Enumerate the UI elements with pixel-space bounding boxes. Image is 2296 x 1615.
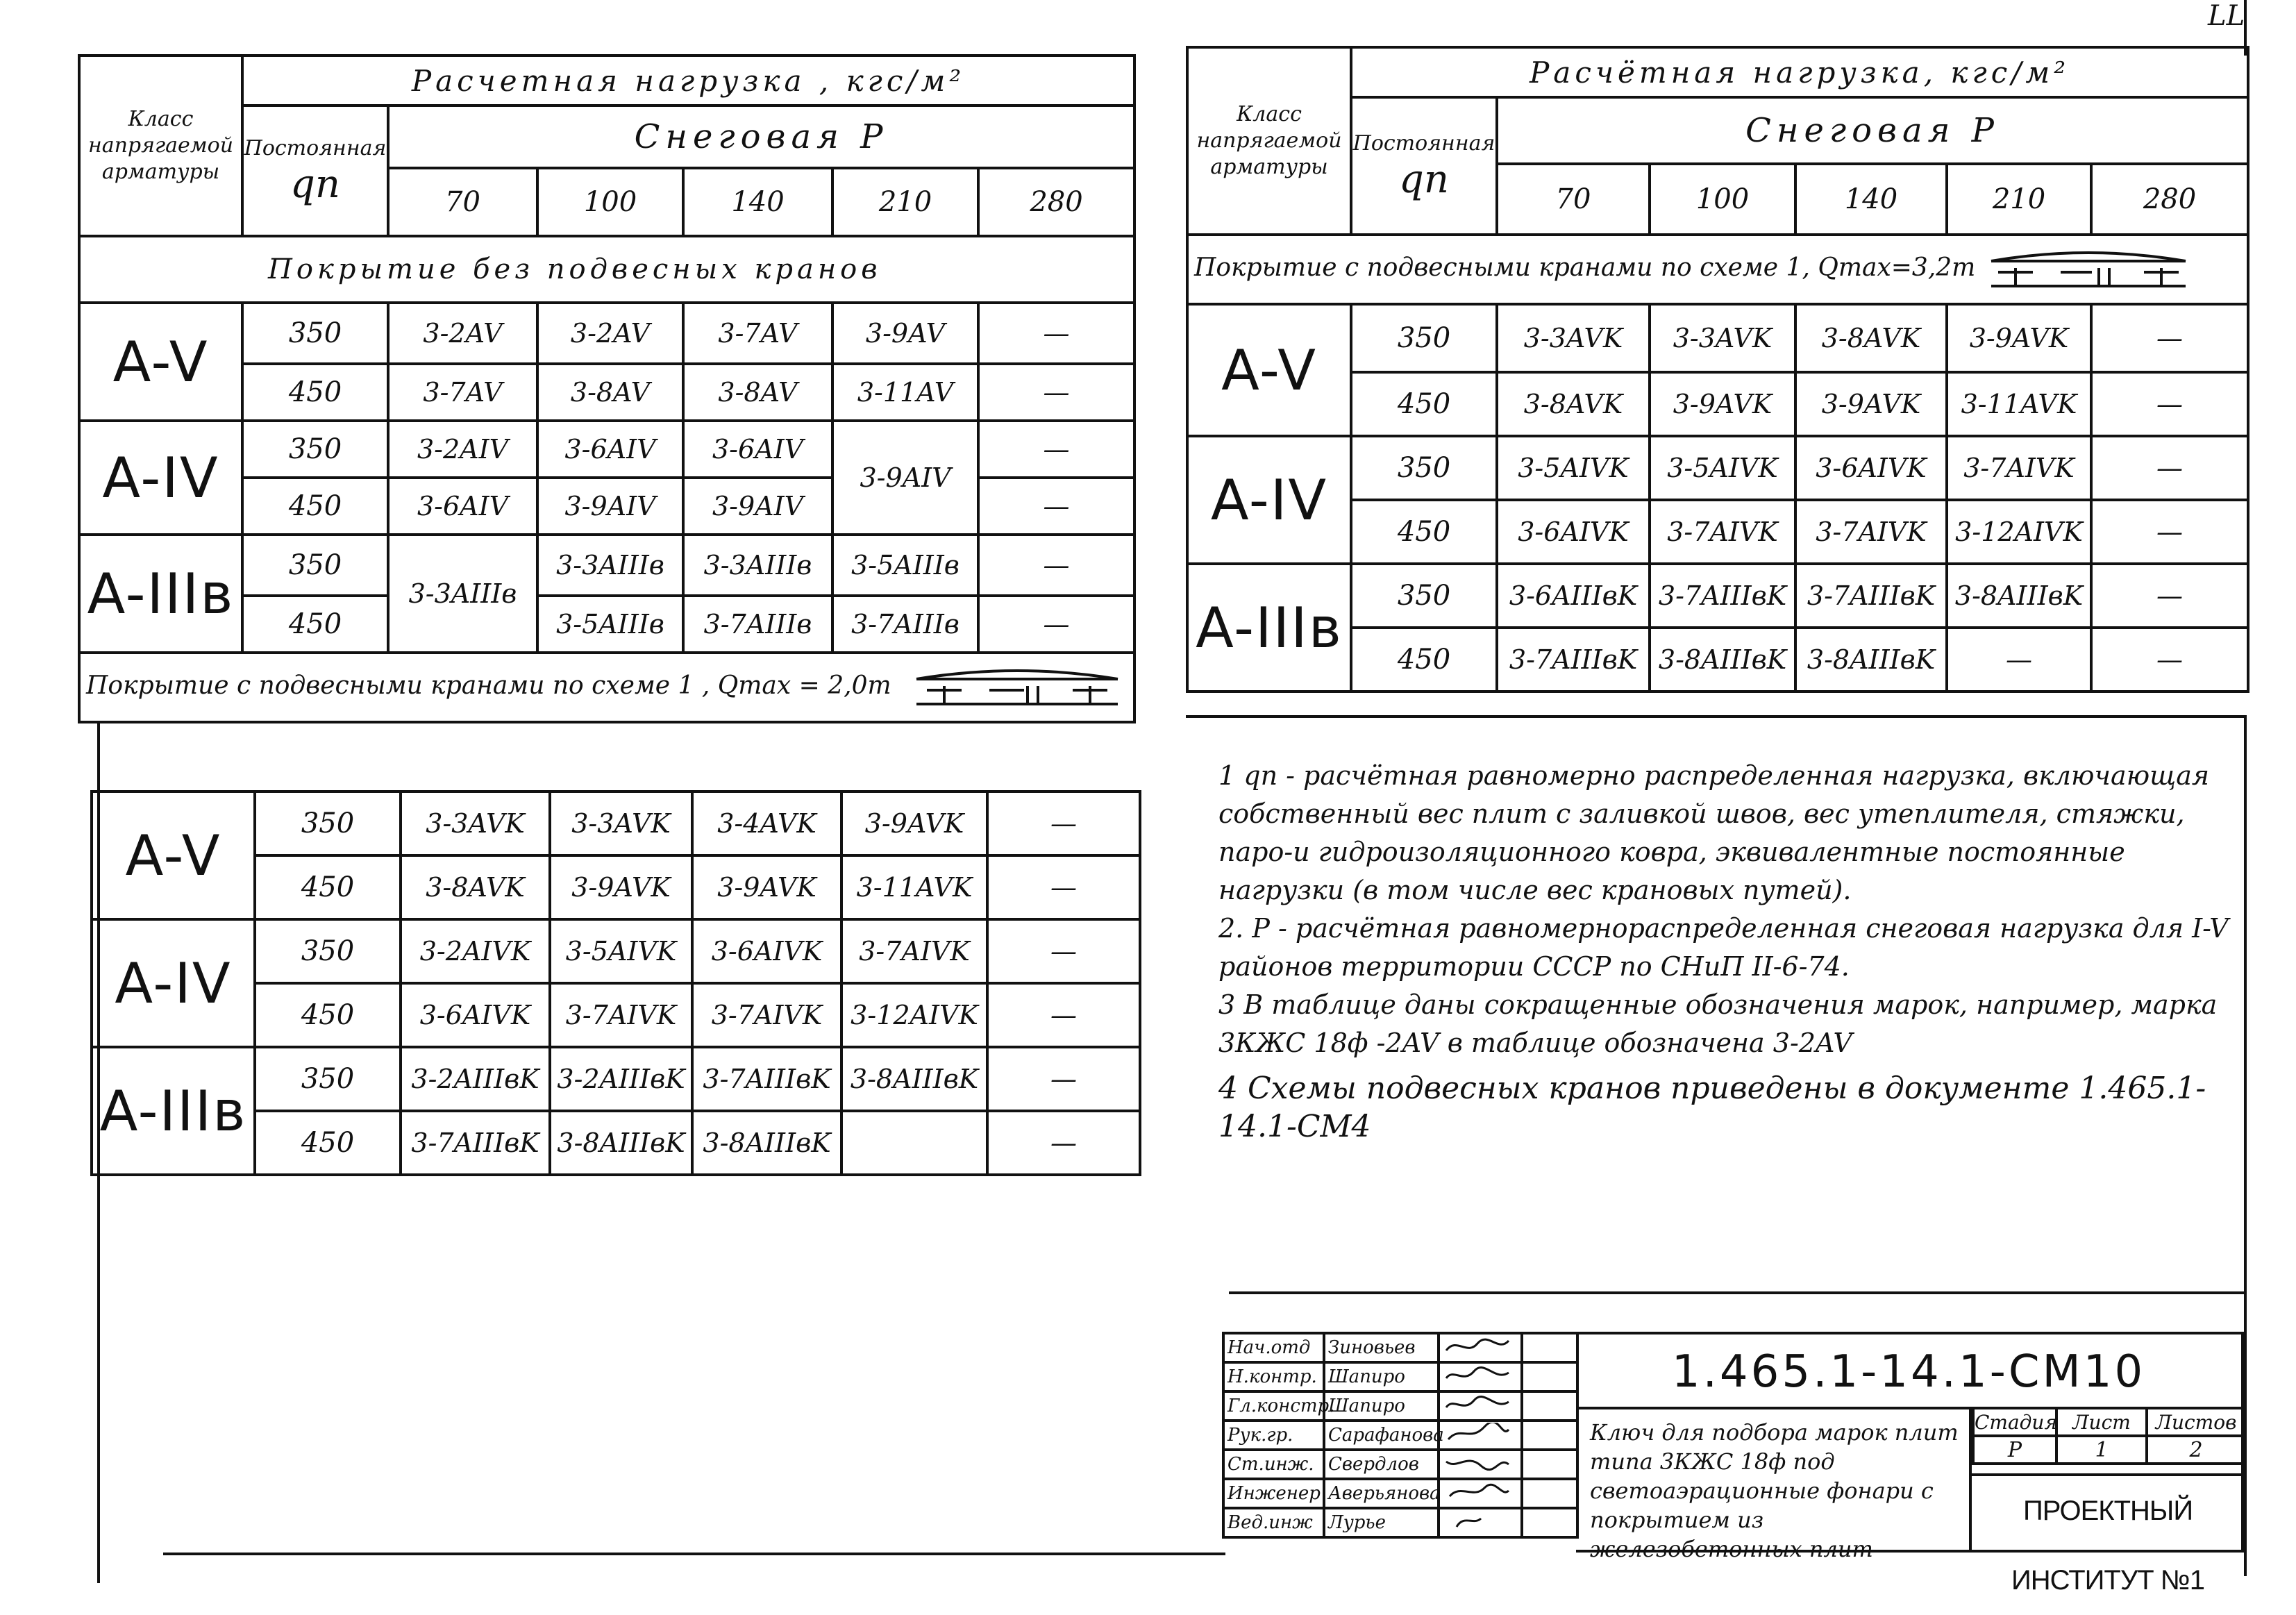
klass-header: Класс напрягаемой арматуры (79, 56, 242, 236)
stage-label: Стадия (1973, 1408, 2056, 1436)
mark-cell: — (2091, 436, 2248, 500)
crane-scheme-icon (913, 667, 1121, 708)
role: Нач.отд (1223, 1333, 1324, 1362)
signature-icon (1443, 1510, 1512, 1531)
mark-cell: 3-6AIVK (1795, 436, 1947, 500)
mark-cell: — (2091, 500, 2248, 564)
snow-value: 70 (1497, 164, 1650, 235)
mark-cell: 3-8AVK (401, 855, 550, 919)
note-4: 4 Схемы подвесных кранов приведены в документе 1.465.1-14.1-СМ4 (1218, 1071, 2206, 1144)
snow-value: 280 (2091, 164, 2248, 235)
mark-cell: 3-6AIV (388, 478, 537, 535)
mark-cell: 3-5AIVK (550, 919, 692, 983)
mark-cell: 3-3AVK (550, 792, 692, 855)
corner-mark: LL (2208, 0, 2245, 32)
q-value: 350 (255, 792, 401, 855)
signature (1439, 1479, 1522, 1508)
stamp-main (1576, 1332, 2244, 1596)
mark-cell: 3-6AIVK (692, 919, 841, 983)
mark-cell: 3-6AIV (537, 421, 683, 478)
signature-icon (1443, 1423, 1512, 1444)
q-value: 450 (1351, 372, 1497, 436)
mark-cell: 3-2AV (537, 303, 683, 364)
snow-value: 140 (1795, 164, 1947, 235)
load-title: Расчётная нагрузка, кгс/м² (1351, 47, 2248, 97)
q-value: 450 (1351, 500, 1497, 564)
role: Н.контр. (1223, 1362, 1324, 1391)
mark-cell: 3-2AIIIвK (401, 1047, 550, 1111)
frame-mid-right-line (1229, 1291, 2247, 1294)
mark-cell: 3-3AIIIв (683, 535, 832, 596)
section-title-text: Покрытие с подвесными кранами по схеме 1 , Qmax = 2,0т (86, 671, 891, 700)
mark-cell: — (1947, 628, 2091, 692)
mark-cell: — (2091, 304, 2248, 372)
mark-cell: 3-7AIIIвK (1650, 564, 1795, 628)
mark-cell: 3-9AIV (832, 421, 978, 535)
person-name: Свердлов (1324, 1450, 1439, 1479)
class-label: A-IIIв (1187, 564, 1351, 692)
stamp-grid (1969, 1407, 2244, 1596)
date-cell (1522, 1479, 1577, 1508)
q-value: 450 (242, 596, 388, 653)
mark-cell: — (987, 1111, 1140, 1175)
class-label: A-IV (92, 919, 255, 1047)
person-name: Зиновьев (1324, 1333, 1439, 1362)
constant-label: Постоянная (1352, 131, 1495, 156)
mark-cell: — (978, 478, 1134, 535)
constant-header (242, 106, 388, 236)
mark-cell: 3-9AVK (1650, 372, 1795, 436)
mark-cell: 3-7AIVK (1795, 500, 1947, 564)
mark-cell: 3-12AIVK (841, 983, 987, 1047)
constant-symbol: qп (1399, 156, 1449, 202)
mark-cell: 3-3AVK (1650, 304, 1795, 372)
mark-cell: 3-7AIVK (841, 919, 987, 983)
mark-cell: 3-8AIIIвK (841, 1047, 987, 1111)
mark-cell: 3-6AIVK (1497, 500, 1650, 564)
mark-cell: 3-3AIIIв (537, 535, 683, 596)
stage-value: Р (1973, 1436, 2056, 1464)
mark-cell: 3-9AVK (1795, 372, 1947, 436)
mark-cell: 3-7AIIIв (683, 596, 832, 653)
signature-icon (1443, 1452, 1512, 1473)
signature (1439, 1450, 1522, 1479)
mark-cell: — (987, 792, 1140, 855)
snow-value: 100 (1650, 164, 1795, 235)
mark-cell: 3-5AIIIв (537, 596, 683, 653)
mark-cell: 3-9AIV (683, 478, 832, 535)
mark-cell: — (987, 1047, 1140, 1111)
role: Ст.инж. (1223, 1450, 1324, 1479)
signature (1439, 1333, 1522, 1362)
mark-cell: 3-7AIVK (692, 983, 841, 1047)
sheet-label: Лист (2056, 1408, 2147, 1436)
mark-cell: 3-3AIIIв (388, 535, 537, 653)
mark-cell: — (978, 535, 1134, 596)
mark-cell: — (2091, 628, 2248, 692)
stage-table (1972, 1407, 2247, 1465)
class-label: A-IV (1187, 436, 1351, 564)
sheet-value: 1 (2056, 1436, 2147, 1464)
class-label: A-V (79, 303, 242, 421)
mark-cell: 3-8AVK (1497, 372, 1650, 436)
section-title (79, 653, 1134, 722)
left-table (78, 54, 1136, 723)
mark-cell: 3-7AIIIвK (1795, 564, 1947, 628)
mark-cell: — (987, 983, 1140, 1047)
mark-cell: 3-7AIVK (1650, 500, 1795, 564)
sheets-label: Листов (2147, 1408, 2245, 1436)
signature-icon (1443, 1335, 1512, 1356)
date-cell (1522, 1508, 1577, 1537)
mark-cell: 3-6AIV (683, 421, 832, 478)
mark-cell: 3-5AIIIв (832, 535, 978, 596)
mark-cell: — (987, 855, 1140, 919)
q-value: 450 (255, 983, 401, 1047)
constant-symbol: qп (290, 161, 340, 207)
snow-value: 70 (388, 168, 537, 236)
signature (1439, 1508, 1522, 1537)
signature-icon (1443, 1364, 1512, 1385)
mark-cell: 3-8AIIIвK (692, 1111, 841, 1175)
q-value: 450 (1351, 628, 1497, 692)
mark-cell: 3-8AVK (1795, 304, 1947, 372)
mark-cell: — (978, 421, 1134, 478)
mark-cell: 3-4AVK (692, 792, 841, 855)
mark-cell: 3-2AIVK (401, 919, 550, 983)
mark-cell: — (978, 364, 1134, 421)
right-table (1186, 46, 2249, 693)
notes (1218, 757, 2246, 1146)
mark-cell: 3-7AIIIвK (692, 1047, 841, 1111)
mark-cell: 3-7AIIIвK (1497, 628, 1650, 692)
mark-cell: 3-3AVK (401, 792, 550, 855)
class-label: A-IV (79, 421, 242, 535)
person-name: Шапиро (1324, 1391, 1439, 1421)
class-label: A-IIIв (79, 535, 242, 653)
mark-cell: 3-7AIVK (550, 983, 692, 1047)
q-value: 450 (255, 855, 401, 919)
mark-cell: 3-5AIVK (1497, 436, 1650, 500)
mark-cell: 3-9AVK (550, 855, 692, 919)
mark-cell: 3-11AVK (1947, 372, 2091, 436)
mark-cell: 3-9AVK (692, 855, 841, 919)
snow-value: 210 (832, 168, 978, 236)
mark-cell: 3-9AVK (841, 792, 987, 855)
crane-scheme-icon (1988, 249, 2189, 290)
signature (1439, 1391, 1522, 1421)
q-value: 450 (242, 364, 388, 421)
mark-cell: 3-3AVK (1497, 304, 1650, 372)
signature-icon (1443, 1481, 1512, 1502)
load-title: Расчетная нагрузка , кгс/м² (242, 56, 1134, 106)
constant-label: Постоянная (244, 135, 387, 160)
person-name: Аверьянова (1324, 1479, 1439, 1508)
mark-cell: — (2091, 372, 2248, 436)
class-label: A-V (92, 792, 255, 919)
q-value: 350 (242, 303, 388, 364)
role: Вед.инж (1223, 1508, 1324, 1537)
date-cell (1522, 1362, 1577, 1391)
role: Инженер (1223, 1479, 1324, 1508)
role: Рук.гр. (1223, 1421, 1324, 1450)
role: Гл.констр. (1223, 1391, 1324, 1421)
mark-cell: 3-8AIIIвK (550, 1111, 692, 1175)
mark-cell: 3-7AV (683, 303, 832, 364)
mark-cell: 3-6AIVK (401, 983, 550, 1047)
snow-value: 140 (683, 168, 832, 236)
mark-cell: 3-2AIV (388, 421, 537, 478)
date-cell (1522, 1450, 1577, 1479)
constant-header (1351, 97, 1497, 235)
mark-cell: 3-8AV (537, 364, 683, 421)
organization: ПРОЕКТНЫЙ ИНСТИТУТ №1 (1972, 1473, 2244, 1543)
sheets-value: 2 (2147, 1436, 2245, 1464)
signature-icon (1443, 1394, 1512, 1414)
class-label: A-V (1187, 304, 1351, 436)
left-table-crane (90, 790, 1141, 1176)
person-name: Лурье (1324, 1508, 1439, 1537)
snow-value: 280 (978, 168, 1134, 236)
snow-header: Снеговая P (388, 106, 1134, 168)
class-label: A-IIIв (92, 1047, 255, 1175)
mark-cell: 3-8AIIIвK (1795, 628, 1947, 692)
klass-header: Класс напрягаемой арматуры (1187, 47, 1351, 235)
mark-cell: 3-7AIIIв (832, 596, 978, 653)
q-value: 350 (1351, 304, 1497, 372)
section-title-text: Покрытие с подвесными кранами по схеме 1, Qmax=3,2т (1194, 253, 1976, 282)
date-cell (1522, 1421, 1577, 1450)
mark-cell: 3-6AIIIвK (1497, 564, 1650, 628)
snow-header: Снеговая P (1497, 97, 2248, 164)
mark-cell: 3-2AV (388, 303, 537, 364)
mark-cell: — (2091, 564, 2248, 628)
person-name: Сарафанова (1324, 1421, 1439, 1450)
person-name: Шапиро (1324, 1362, 1439, 1391)
q-value: 350 (255, 919, 401, 983)
q-value: 350 (255, 1047, 401, 1111)
section-title (1187, 235, 2248, 304)
mark-cell: — (987, 919, 1140, 983)
mark-cell: 3-12AIVK (1947, 500, 2091, 564)
q-value: 350 (242, 421, 388, 478)
stamp-signatures (1222, 1332, 1579, 1539)
doc-title: Ключ для подбора марок плит типа 3КЖС 18ф под светоаэрационные фонари с покрытием из железобетонных плит (1590, 1419, 1959, 1562)
doc-code: 1.465.1-14.1-СМ10 (1576, 1334, 2241, 1409)
q-value: 350 (242, 535, 388, 596)
mark-cell: 3-8AIIIвK (1947, 564, 2091, 628)
signature (1439, 1421, 1522, 1450)
mark-cell (841, 1111, 987, 1175)
q-value: 350 (1351, 436, 1497, 500)
snow-value: 100 (537, 168, 683, 236)
mark-cell: — (978, 303, 1134, 364)
mark-cell: 3-8AV (683, 364, 832, 421)
snow-value: 210 (1947, 164, 2091, 235)
q-value: 350 (1351, 564, 1497, 628)
mark-cell: 3-9AVK (1947, 304, 2091, 372)
mark-cell: — (978, 596, 1134, 653)
q-value: 450 (242, 478, 388, 535)
note-3: 3 В таблице даны сокращенные обозначения марок, например, марка 3КЖС 18ф -2AV в таблице обозначена 3-2AV (1218, 989, 2218, 1058)
frame-middle-line (1186, 715, 2247, 718)
mark-cell: 3-7AIVK (1947, 436, 2091, 500)
section-title: Покрытие без подвесных кранов (79, 236, 1134, 303)
mark-cell: 3-7AV (388, 364, 537, 421)
mark-cell: 3-11AV (832, 364, 978, 421)
mark-cell: 3-7AIIIвK (401, 1111, 550, 1175)
frame-bottom-line (163, 1553, 1225, 1555)
mark-cell: 3-8AIIIвK (1650, 628, 1795, 692)
mark-cell: 3-9AV (832, 303, 978, 364)
mark-cell: 3-5AIVK (1650, 436, 1795, 500)
mark-cell: 3-9AIV (537, 478, 683, 535)
signature (1439, 1362, 1522, 1391)
note-1: 1 qп - расчётная равномерно распределенная нагрузка, включающая собственный вес плит с заливкой швов, вес утеплителя, стяжки, паро-и гидроизоляционного ковра, эквивалентные постоянные нагрузки (в том числе вес крановых путей). (1218, 760, 2210, 905)
q-value: 450 (255, 1111, 401, 1175)
note-2: 2. P - расчётная равномернораспределенная снеговая нагрузка для I-V районов территории СССР по СНиП II-6-74. (1218, 913, 2229, 982)
date-cell (1522, 1391, 1577, 1421)
mark-cell: 3-11AVK (841, 855, 987, 919)
date-cell (1522, 1333, 1577, 1362)
mark-cell: 3-2AIIIвK (550, 1047, 692, 1111)
